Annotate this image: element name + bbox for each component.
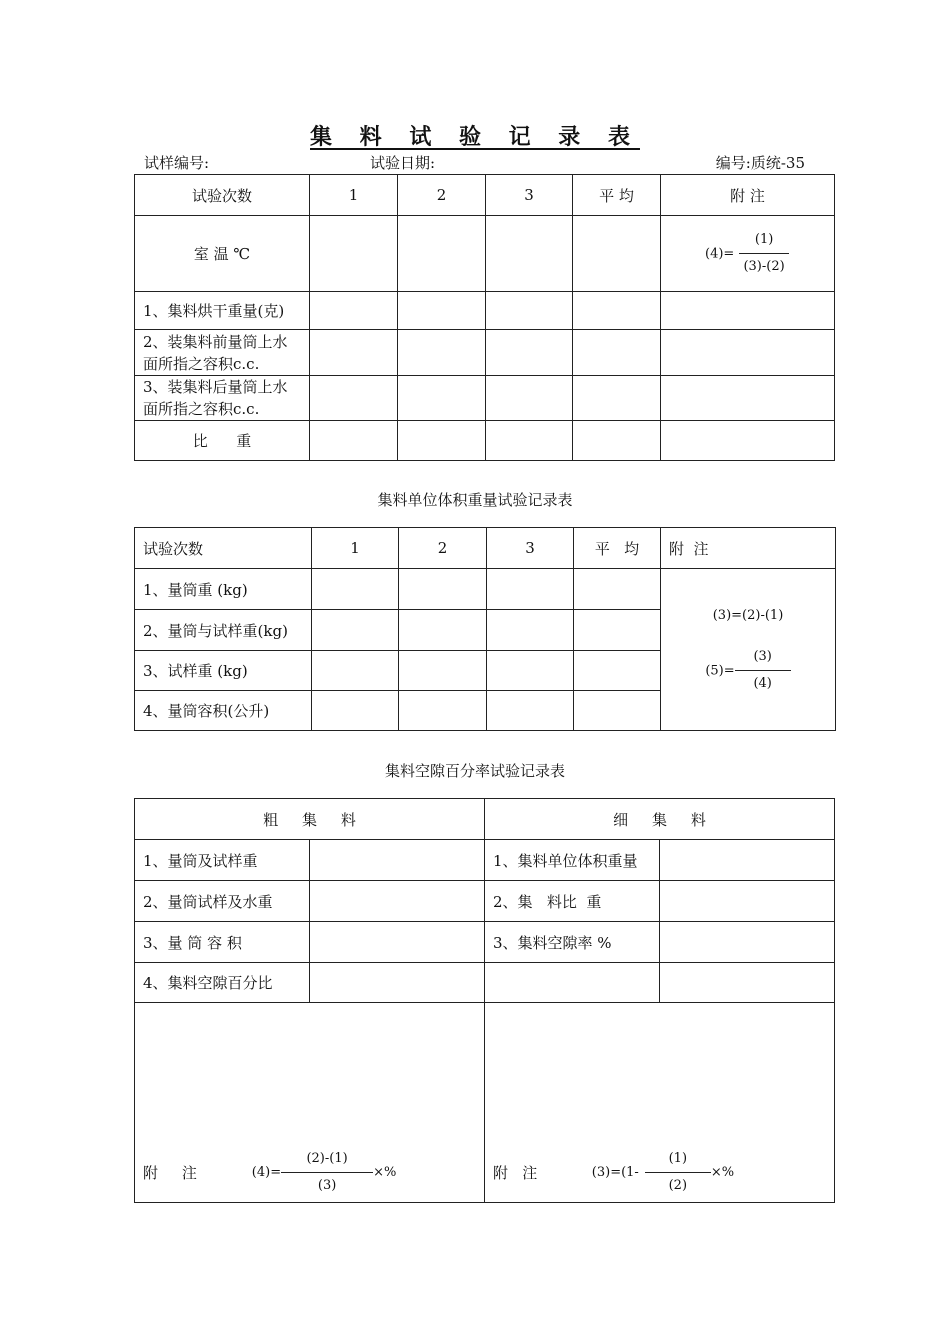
row-cylinder-sample-weight: 2、量筒与试样重(kg) bbox=[135, 610, 312, 651]
fine-row-void-ratio: 3、集料空隙率 % bbox=[485, 922, 660, 963]
row-sample-weight: 3、试样重 (kg) bbox=[135, 651, 312, 691]
cell[interactable] bbox=[398, 376, 486, 421]
cell[interactable] bbox=[574, 569, 661, 610]
cell[interactable] bbox=[310, 963, 485, 1003]
coarse-aggregate-header: 粗 集 料 bbox=[135, 799, 485, 840]
header-average: 平 均 bbox=[574, 528, 661, 569]
row-dry-weight: 1、集料烘干重量(克) bbox=[135, 292, 310, 330]
coarse-row-void-percent: 4、集料空隙百分比 bbox=[135, 963, 310, 1003]
formula-note bbox=[661, 216, 835, 292]
cell[interactable] bbox=[310, 881, 485, 922]
cell[interactable] bbox=[310, 330, 398, 376]
row-volume-after: 3、装集料后量筒上水面所指之容积c.c. bbox=[135, 376, 310, 421]
test-date-label: 试验日期: bbox=[370, 154, 436, 172]
header-notes: 附 注 bbox=[661, 528, 836, 569]
fine-formula-lhs: (3)=(1- bbox=[591, 1165, 639, 1180]
fine-formula-numerator: (1) bbox=[668, 1151, 688, 1166]
fine-aggregate-header: 细 集 料 bbox=[485, 799, 835, 840]
formula-denominator: (4) bbox=[753, 675, 772, 691]
cell[interactable] bbox=[310, 216, 398, 292]
coarse-row-cylinder-volume: 3、量 筒 容 积 bbox=[135, 922, 310, 963]
cell[interactable] bbox=[661, 421, 835, 461]
cell[interactable] bbox=[574, 651, 661, 691]
cell[interactable] bbox=[399, 691, 487, 731]
cell[interactable] bbox=[661, 292, 835, 330]
coarse-formula-fraction bbox=[281, 1151, 373, 1194]
header-trial-1: 1 bbox=[312, 528, 399, 569]
cell[interactable] bbox=[398, 330, 486, 376]
header-trial-2: 2 bbox=[398, 175, 486, 216]
cell[interactable] bbox=[312, 610, 399, 651]
specific-gravity-table bbox=[134, 174, 835, 461]
formula-subtraction: (3)=(2)-(1) bbox=[712, 607, 784, 623]
cell[interactable] bbox=[573, 292, 661, 330]
header-trial-3: 3 bbox=[487, 528, 574, 569]
fine-row-specific-gravity: 2、集 料比 重 bbox=[485, 881, 660, 922]
header-average: 平 均 bbox=[573, 175, 661, 216]
cell[interactable] bbox=[310, 421, 398, 461]
cell[interactable] bbox=[660, 881, 835, 922]
header-test-count: 试验次数 bbox=[135, 528, 312, 569]
coarse-row-sample-water: 2、量筒试样及水重 bbox=[135, 881, 310, 922]
sample-no-label: 试样编号: bbox=[144, 154, 210, 172]
formula-lhs: (4)= bbox=[705, 246, 735, 262]
cell[interactable] bbox=[398, 421, 486, 461]
coarse-formula-tail: ×% bbox=[373, 1165, 397, 1180]
cell[interactable] bbox=[487, 569, 574, 610]
formula-numerator: (1) bbox=[754, 232, 774, 247]
cell[interactable] bbox=[573, 376, 661, 421]
row-cylinder-volume: 4、量筒容积(公升) bbox=[135, 691, 312, 731]
row-cylinder-weight: 1、量筒重 (kg) bbox=[135, 569, 312, 610]
cell[interactable] bbox=[661, 376, 835, 421]
header-trial-1: 1 bbox=[310, 175, 398, 216]
header-test-count: 试验次数 bbox=[135, 175, 310, 216]
formula-note bbox=[661, 569, 836, 731]
row-specific-gravity: 比 重 bbox=[135, 421, 310, 461]
void-ratio-table bbox=[134, 798, 835, 1203]
cell[interactable] bbox=[487, 610, 574, 651]
fine-note-label: 附 注 bbox=[493, 1164, 538, 1182]
cell[interactable] bbox=[660, 963, 835, 1003]
cell[interactable] bbox=[486, 376, 573, 421]
formula-fraction bbox=[739, 232, 789, 275]
cell[interactable] bbox=[485, 963, 660, 1003]
cell[interactable] bbox=[487, 651, 574, 691]
coarse-note-cell bbox=[135, 1003, 485, 1203]
cell[interactable] bbox=[486, 292, 573, 330]
unit-weight-table bbox=[134, 527, 836, 731]
coarse-formula-numerator: (2)-(1) bbox=[306, 1151, 348, 1166]
fine-formula-denominator: (2) bbox=[668, 1178, 688, 1193]
void-ratio-caption: 集料空隙百分率试验记录表 bbox=[384, 762, 565, 780]
fine-row-unit-weight: 1、集料单位体积重量 bbox=[485, 840, 660, 881]
cell[interactable] bbox=[574, 610, 661, 651]
page-title: 集 料 试 验 记 录 表 bbox=[310, 124, 640, 150]
cell[interactable] bbox=[312, 651, 399, 691]
header-trial-3: 3 bbox=[486, 175, 573, 216]
cell[interactable] bbox=[660, 840, 835, 881]
cell[interactable] bbox=[398, 292, 486, 330]
unit-weight-caption: 集料单位体积重量试验记录表 bbox=[377, 491, 573, 509]
cell[interactable] bbox=[310, 376, 398, 421]
cell[interactable] bbox=[399, 610, 487, 651]
cell[interactable] bbox=[486, 330, 573, 376]
header-trial-2: 2 bbox=[399, 528, 487, 569]
coarse-formula-lhs: (4)= bbox=[251, 1165, 282, 1180]
coarse-row-cylinder-sample: 1、量筒及试样重 bbox=[135, 840, 310, 881]
cell[interactable] bbox=[310, 922, 485, 963]
cell[interactable] bbox=[399, 569, 487, 610]
cell[interactable] bbox=[486, 216, 573, 292]
cell[interactable] bbox=[573, 421, 661, 461]
cell[interactable] bbox=[398, 216, 486, 292]
cell[interactable] bbox=[310, 292, 398, 330]
cell[interactable] bbox=[573, 216, 661, 292]
header-notes: 附 注 bbox=[661, 175, 835, 216]
coarse-note-label: 附 注 bbox=[143, 1164, 197, 1182]
formula-lhs: (5)= bbox=[705, 663, 735, 678]
row-room-temperature: 室 温 ℃ bbox=[135, 216, 310, 292]
fine-note-cell bbox=[485, 1003, 835, 1203]
row-volume-before: 2、装集料前量筒上水面所指之容积c.c. bbox=[135, 330, 310, 376]
fine-formula-tail: ×% bbox=[710, 1165, 735, 1180]
cell[interactable] bbox=[487, 691, 574, 731]
formula-numerator: (3) bbox=[753, 648, 772, 664]
cell[interactable] bbox=[486, 421, 573, 461]
cell[interactable] bbox=[312, 569, 399, 610]
cell[interactable] bbox=[399, 651, 487, 691]
cell[interactable] bbox=[310, 840, 485, 881]
formula-denominator: (3)-(2) bbox=[743, 259, 785, 274]
cell[interactable] bbox=[661, 330, 835, 376]
form-no-label: 编号:质统-35 bbox=[715, 154, 805, 172]
cell[interactable] bbox=[312, 691, 399, 731]
coarse-formula-denominator: (3) bbox=[317, 1178, 337, 1193]
formula-fraction bbox=[735, 649, 791, 692]
fine-formula-fraction bbox=[645, 1151, 711, 1194]
cell[interactable] bbox=[574, 691, 661, 731]
cell[interactable] bbox=[660, 922, 835, 963]
cell[interactable] bbox=[573, 330, 661, 376]
